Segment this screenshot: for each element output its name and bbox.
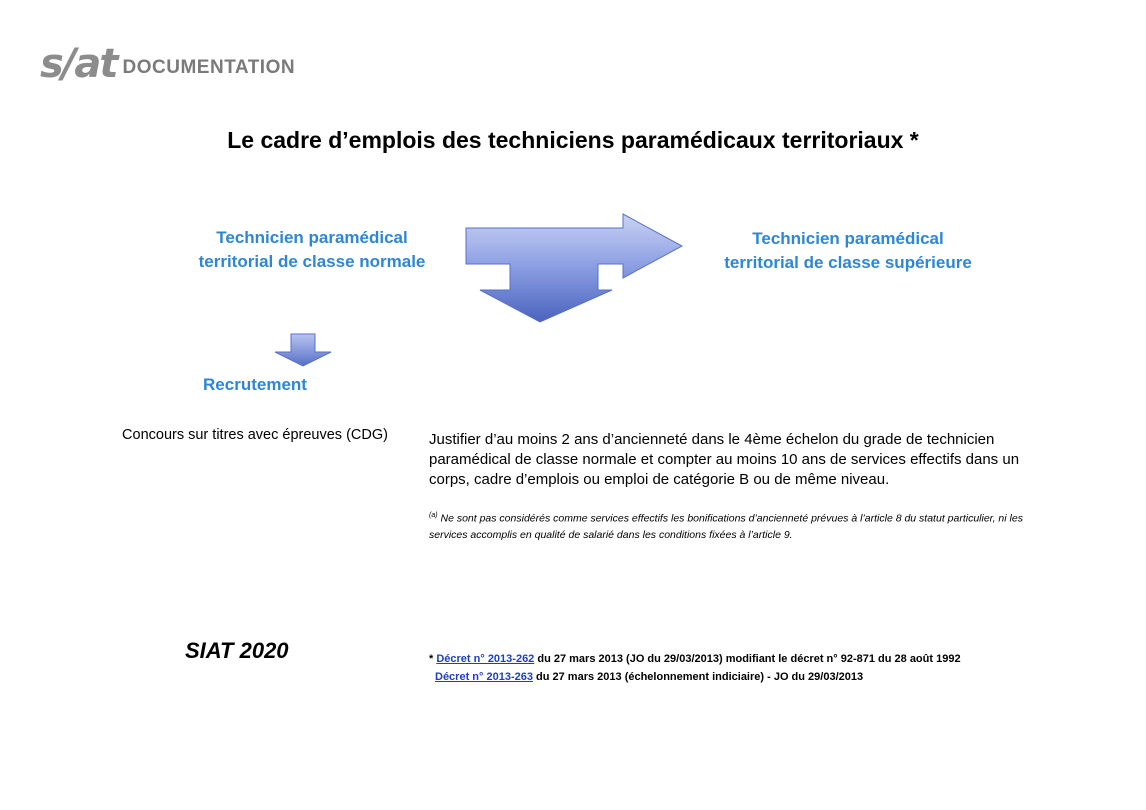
legal-references [429,650,1049,686]
logo-word: DOCUMENTATION [122,57,296,78]
logo-mark: s/at [40,41,117,87]
grade-classe-normale [182,226,442,274]
grade-classe-superieure [708,227,988,275]
grade-right-line2: territorial de classe supérieure [724,253,972,272]
promotion-arrow-icon [460,210,690,328]
reference-2-text: du 27 mars 2013 (échelonnement indiciaire) - JO du 29/03/2013 [532,671,864,683]
siat-year-label: SIAT 2020 [185,638,289,663]
reference-2 [429,668,1049,686]
siat-logo [40,41,296,87]
recrutement-mode: Concours sur titres avec épreuves (CDG) [122,427,388,443]
recrutement-heading: Recrutement [203,375,307,394]
grade-left-line1: Technicien paramédical [216,228,408,247]
grade-right-line1: Technicien paramédical [752,229,944,248]
grade-left-line2: territorial de classe normale [198,252,426,271]
footnote [429,508,1054,543]
down-arrow-icon [271,332,335,368]
reference-1-prefix: * [429,653,437,665]
reference-1-text: du 27 mars 2013 (JO du 29/03/2013) modifiant le décret n° 92-871 du 28 août 1992 [534,653,961,665]
reference-1 [429,650,1049,668]
page-title: Le cadre d’emplois des techniciens paramédicaux territoriaux * [227,127,919,153]
promotion-condition: Justifier d’au moins 2 ans d’ancienneté dans le 4ème échelon du grade de technicien paramédical de classe normale et compter au moins 10 ans de services effectifs dans un corps, cadre d’emplois ou emploi de catégorie B ou de même niveau. [429,431,1020,488]
decret-2013-262-link[interactable]: Décret n° 2013-262 [436,653,535,665]
decret-2013-263-link[interactable]: Décret n° 2013-263 [435,671,533,683]
footnote-text: Ne sont pas considérés comme services effectifs les bonifications d’ancienneté prévues à l’article 8 du statut particulier, ni les services accomplis en qualité de salarié dans les conditions fixées à l’article 9. [429,512,1023,541]
footnote-marker: (a) [429,512,438,519]
